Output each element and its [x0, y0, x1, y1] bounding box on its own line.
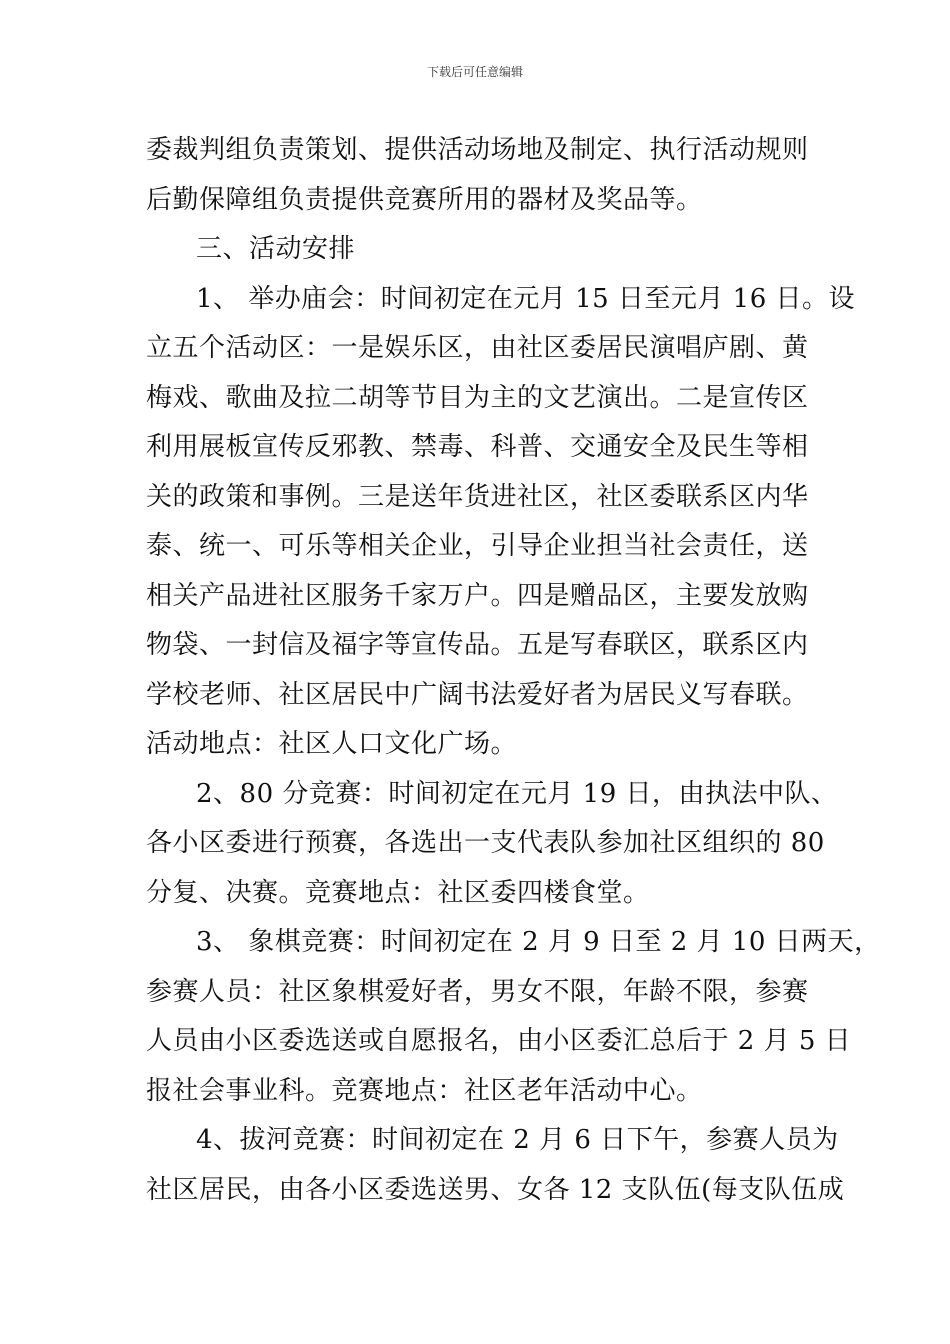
text-line: 利用展板宣传反邪教、禁毒、科普、交通安全及民生等相	[146, 432, 809, 462]
text-line: 各小区委进行预赛，各选出一支代表队参加社区组织的 80	[146, 828, 825, 858]
text-line: 关的政策和事例。三是送年货进社区，社区委联系区内华	[146, 481, 809, 512]
page-header: 下载后可任意编辑	[426, 65, 523, 79]
text-line: 委裁判组负责策划、提供活动场地及制定、执行活动规则	[146, 135, 809, 165]
text-line: 人员由小区委选送或自愿报名，由小区委汇总后于 2 月 5 日	[146, 1026, 852, 1056]
text-line: 泰、统一、可乐等相关企业，引导企业担当社会责任，送	[146, 531, 809, 561]
text-line: 1、 举办庙会：时间初定在元月 15 日至元月 16 日。设	[196, 283, 856, 314]
section-heading: 三、活动安排	[196, 234, 356, 264]
text-line: 社区居民，由各小区委选送男、女各 12 支队伍(每支队伍成	[146, 1174, 845, 1205]
text-line: 后勤保障组负责提供竞赛所用的器材及奖品等。	[146, 184, 703, 215]
text-line: 参赛人员：社区象棋爱好者，男女不限，年龄不限，参赛	[146, 976, 809, 1007]
text-line: 2、80 分竞赛：时间初定在元月 19 日，由执法中队、	[196, 778, 838, 809]
text-line: 活动地点：社区人口文化广场。	[146, 729, 518, 759]
text-line: 分复、决赛。竞赛地点：社区委四楼食堂。	[146, 877, 650, 908]
text-line: 学校老师、社区居民中广阔书法爱好者为居民义写春联。	[146, 679, 809, 710]
text-line: 相关产品进社区服务千家万户。四是赠品区，主要发放购	[146, 580, 809, 611]
text-line: 立五个活动区：一是娱乐区，由社区委居民演唱庐剧、黄	[146, 333, 809, 363]
text-line: 3、 象棋竞赛：时间初定在 2 月 9 日至 2 月 10 日两天，	[196, 927, 881, 957]
text-line: 4、拔河竞赛：时间初定在 2 月 6 日下午，参赛人员为	[196, 1125, 839, 1155]
text-line: 梅戏、歌曲及拉二胡等节目为主的文艺演出。二是宣传区	[146, 382, 809, 413]
document-body	[146, 126, 881, 1215]
text-line: 物袋、一封信及福字等宣传品。五是写春联区，联系区内	[146, 630, 809, 660]
text-line: 报社会事业科。竞赛地点：社区老年活动中心。	[146, 1075, 703, 1106]
